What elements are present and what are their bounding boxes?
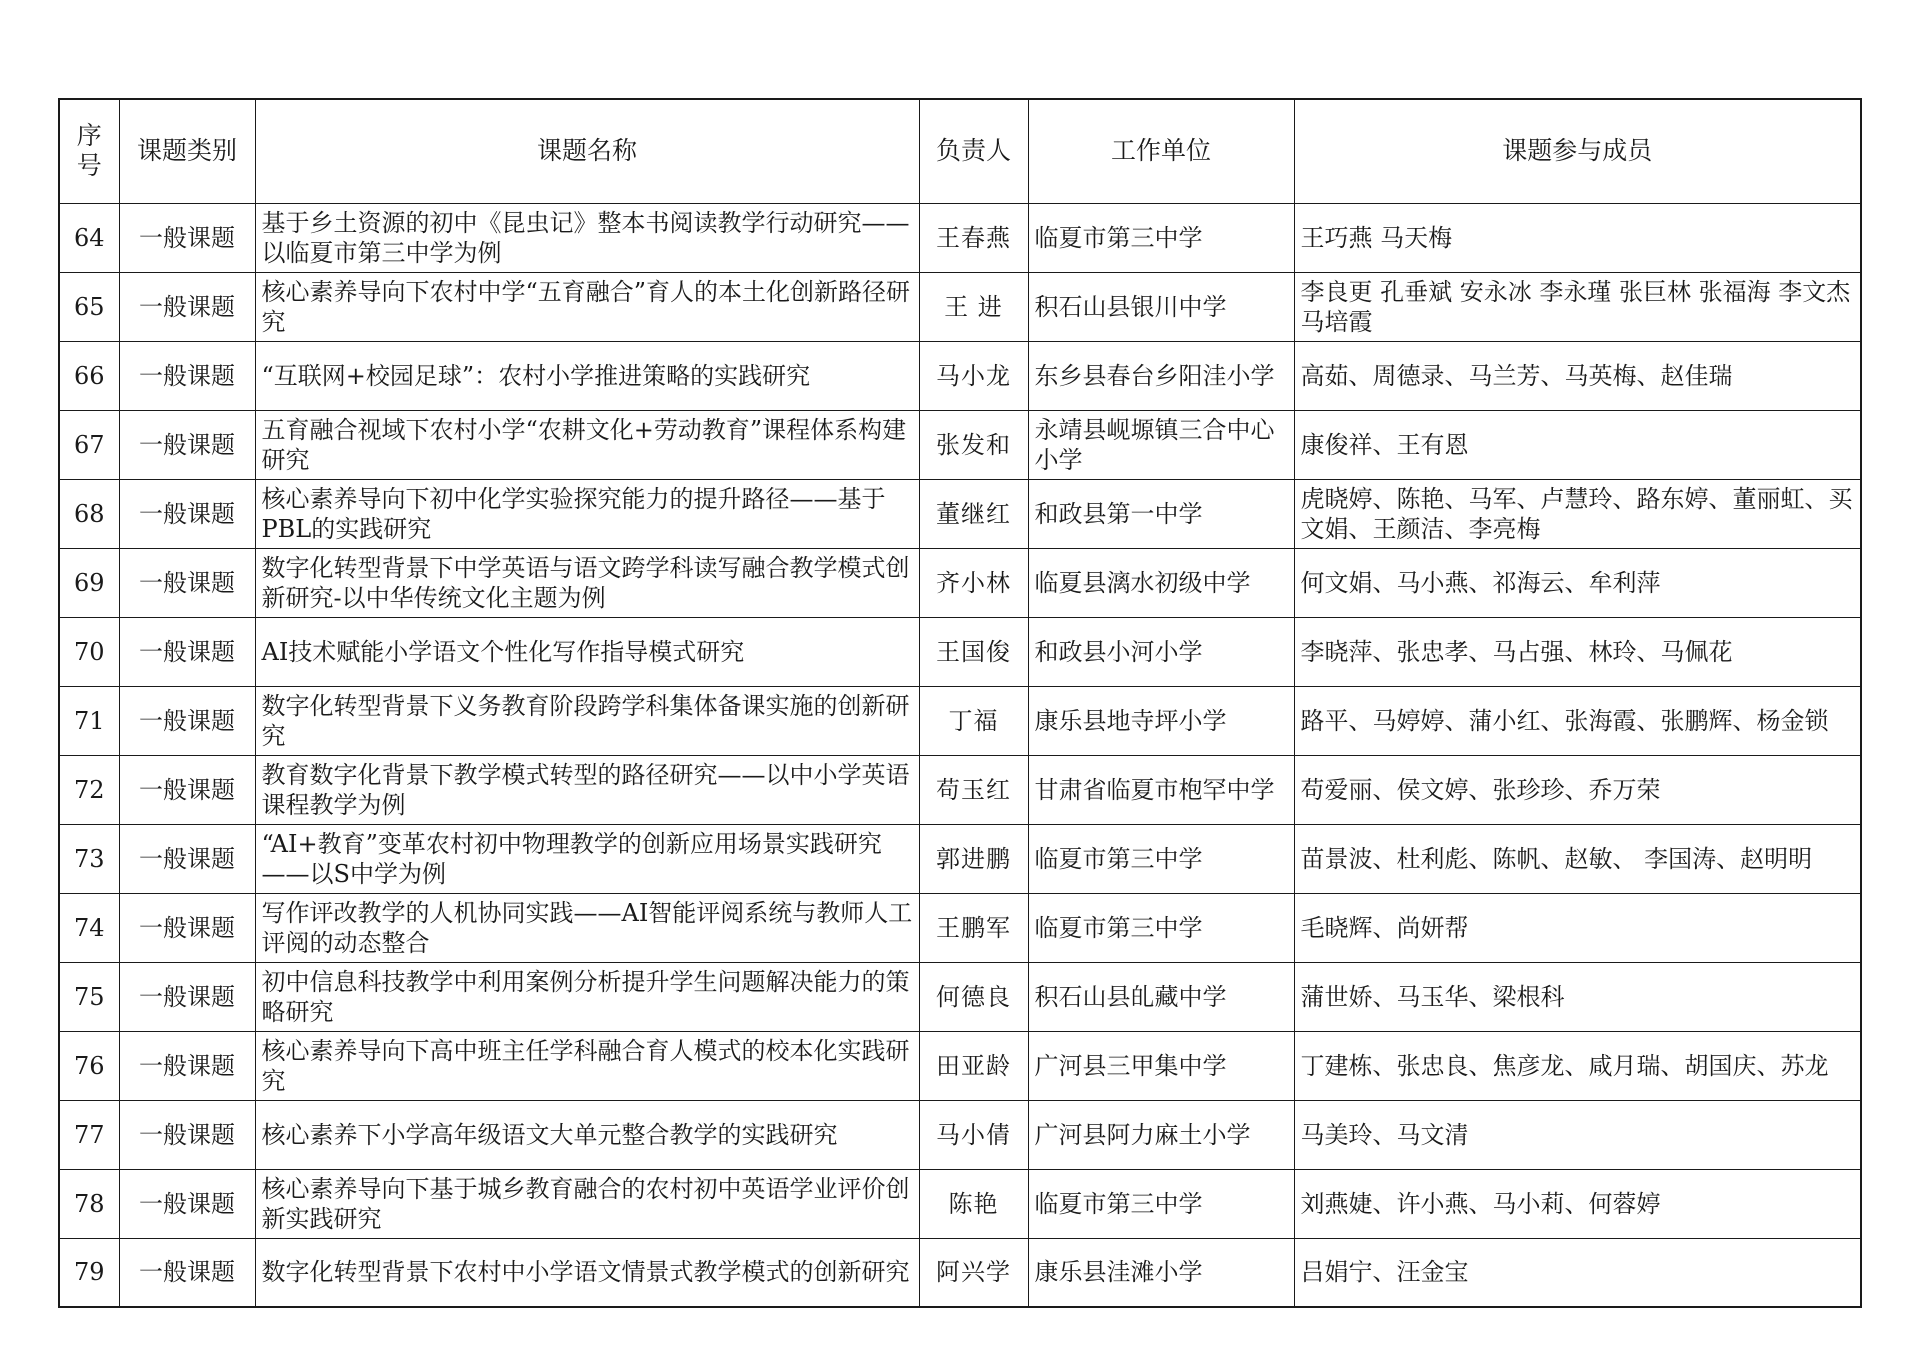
cell-members: 苟爱丽、侯文婷、张珍珍、乔万荣 bbox=[1294, 755, 1861, 824]
cell-title: 基于乡土资源的初中《昆虫记》整本书阅读教学行动研究——以临夏市第三中学为例 bbox=[255, 203, 919, 272]
table-row bbox=[59, 410, 1861, 479]
cell-leader: 阿兴学 bbox=[919, 1238, 1028, 1307]
cell-category: 一般课题 bbox=[119, 686, 255, 755]
cell-seq: 73 bbox=[59, 824, 119, 893]
cell-category: 一般课题 bbox=[119, 824, 255, 893]
table-row bbox=[59, 893, 1861, 962]
cell-unit: 积石山县银川中学 bbox=[1028, 272, 1294, 341]
cell-category: 一般课题 bbox=[119, 893, 255, 962]
cell-members: 路平、马婷婷、蒲小红、张海霞、张鹏辉、杨金锁 bbox=[1294, 686, 1861, 755]
cell-category: 一般课题 bbox=[119, 410, 255, 479]
cell-unit: 康乐县洼滩小学 bbox=[1028, 1238, 1294, 1307]
cell-title: 核心素养导向下初中化学实验探究能力的提升路径——基于PBL的实践研究 bbox=[255, 479, 919, 548]
cell-category: 一般课题 bbox=[119, 617, 255, 686]
table-row bbox=[59, 1169, 1861, 1238]
table-row bbox=[59, 341, 1861, 410]
table-row bbox=[59, 1100, 1861, 1169]
cell-members: 苗景波、杜利彪、陈帆、赵敏、 李国涛、赵明明 bbox=[1294, 824, 1861, 893]
cell-title: 核心素养导向下农村中学“五育融合”育人的本土化创新路径研究 bbox=[255, 272, 919, 341]
cell-unit: 临夏市第三中学 bbox=[1028, 824, 1294, 893]
header-seq-line2: 号 bbox=[76, 151, 102, 181]
cell-seq: 76 bbox=[59, 1031, 119, 1100]
cell-category: 一般课题 bbox=[119, 272, 255, 341]
cell-leader: 何德良 bbox=[919, 962, 1028, 1031]
cell-category: 一般课题 bbox=[119, 341, 255, 410]
cell-category: 一般课题 bbox=[119, 1100, 255, 1169]
cell-leader: 田亚龄 bbox=[919, 1031, 1028, 1100]
header-title: 课题名称 bbox=[255, 99, 919, 203]
header-unit: 工作单位 bbox=[1028, 99, 1294, 203]
table-row bbox=[59, 686, 1861, 755]
table-row bbox=[59, 617, 1861, 686]
cell-seq: 65 bbox=[59, 272, 119, 341]
cell-leader: 马小龙 bbox=[919, 341, 1028, 410]
cell-title: “互联网+校园足球”：农村小学推进策略的实践研究 bbox=[255, 341, 919, 410]
cell-category: 一般课题 bbox=[119, 203, 255, 272]
cell-seq: 67 bbox=[59, 410, 119, 479]
cell-unit: 和政县第一中学 bbox=[1028, 479, 1294, 548]
cell-leader: 马小倩 bbox=[919, 1100, 1028, 1169]
header-leader: 负责人 bbox=[919, 99, 1028, 203]
cell-members: 李晓萍、张忠孝、马占强、林玲、马佩花 bbox=[1294, 617, 1861, 686]
cell-title: 数字化转型背景下中学英语与语文跨学科读写融合教学模式创新研究-以中华传统文化主题为例 bbox=[255, 548, 919, 617]
table-row bbox=[59, 1031, 1861, 1100]
cell-title: 写作评改教学的人机协同实践——AI智能评阅系统与教师人工评阅的动态整合 bbox=[255, 893, 919, 962]
cell-seq: 66 bbox=[59, 341, 119, 410]
cell-leader: 苟玉红 bbox=[919, 755, 1028, 824]
cell-title: “AI+教育”变革农村初中物理教学的创新应用场景实践研究——以S中学为例 bbox=[255, 824, 919, 893]
table-body bbox=[59, 203, 1861, 1307]
cell-unit: 临夏县漓水初级中学 bbox=[1028, 548, 1294, 617]
table-header-row bbox=[59, 99, 1861, 203]
cell-seq: 75 bbox=[59, 962, 119, 1031]
cell-leader: 齐小林 bbox=[919, 548, 1028, 617]
cell-members: 吕娟宁、汪金宝 bbox=[1294, 1238, 1861, 1307]
table-row bbox=[59, 272, 1861, 341]
cell-leader: 王国俊 bbox=[919, 617, 1028, 686]
cell-category: 一般课题 bbox=[119, 548, 255, 617]
cell-seq: 74 bbox=[59, 893, 119, 962]
cell-title: 核心素养下小学高年级语文大单元整合教学的实践研究 bbox=[255, 1100, 919, 1169]
cell-members: 丁建栋、张忠良、焦彦龙、咸月瑞、胡国庆、苏龙 bbox=[1294, 1031, 1861, 1100]
cell-members: 王巧燕 马天梅 bbox=[1294, 203, 1861, 272]
cell-unit: 和政县小河小学 bbox=[1028, 617, 1294, 686]
cell-unit: 康乐县地寺坪小学 bbox=[1028, 686, 1294, 755]
cell-unit: 临夏市第三中学 bbox=[1028, 203, 1294, 272]
table-row bbox=[59, 962, 1861, 1031]
cell-seq: 78 bbox=[59, 1169, 119, 1238]
cell-category: 一般课题 bbox=[119, 755, 255, 824]
cell-title: 数字化转型背景下义务教育阶段跨学科集体备课实施的创新研究 bbox=[255, 686, 919, 755]
cell-unit: 积石山县癿藏中学 bbox=[1028, 962, 1294, 1031]
cell-category: 一般课题 bbox=[119, 1169, 255, 1238]
cell-category: 一般课题 bbox=[119, 1031, 255, 1100]
cell-seq: 68 bbox=[59, 479, 119, 548]
cell-category: 一般课题 bbox=[119, 479, 255, 548]
cell-members: 虎晓婷、陈艳、马军、卢慧玲、路东婷、董丽虹、买文娟、王颜洁、李亮梅 bbox=[1294, 479, 1861, 548]
cell-members: 康俊祥、王有恩 bbox=[1294, 410, 1861, 479]
cell-leader: 王春燕 bbox=[919, 203, 1028, 272]
header-category: 课题类别 bbox=[119, 99, 255, 203]
cell-leader: 郭进鹏 bbox=[919, 824, 1028, 893]
cell-leader: 张发和 bbox=[919, 410, 1028, 479]
cell-title: 初中信息科技教学中利用案例分析提升学生问题解决能力的策略研究 bbox=[255, 962, 919, 1031]
cell-title: 教育数字化背景下教学模式转型的路径研究——以中小学英语课程教学为例 bbox=[255, 755, 919, 824]
table-row bbox=[59, 203, 1861, 272]
cell-members: 高茹、周德录、马兰芳、马英梅、赵佳瑞 bbox=[1294, 341, 1861, 410]
projects-table bbox=[58, 98, 1862, 1308]
cell-seq: 71 bbox=[59, 686, 119, 755]
cell-unit: 临夏市第三中学 bbox=[1028, 893, 1294, 962]
cell-unit: 东乡县春台乡阳洼小学 bbox=[1028, 341, 1294, 410]
cell-seq: 64 bbox=[59, 203, 119, 272]
cell-leader: 王鹏军 bbox=[919, 893, 1028, 962]
cell-members: 何文娟、马小燕、祁海云、牟利萍 bbox=[1294, 548, 1861, 617]
cell-title: 五育融合视域下农村小学“农耕文化+劳动教育”课程体系构建研究 bbox=[255, 410, 919, 479]
cell-seq: 70 bbox=[59, 617, 119, 686]
cell-title: 核心素养导向下高中班主任学科融合育人模式的校本化实践研究 bbox=[255, 1031, 919, 1100]
header-seq bbox=[59, 99, 119, 203]
cell-members: 蒲世娇、马玉华、梁根科 bbox=[1294, 962, 1861, 1031]
cell-seq: 72 bbox=[59, 755, 119, 824]
cell-unit: 临夏市第三中学 bbox=[1028, 1169, 1294, 1238]
cell-members: 刘燕婕、许小燕、马小莉、何蓉婷 bbox=[1294, 1169, 1861, 1238]
cell-leader: 丁福 bbox=[919, 686, 1028, 755]
cell-category: 一般课题 bbox=[119, 1238, 255, 1307]
cell-seq: 69 bbox=[59, 548, 119, 617]
cell-members: 李良更 孔垂斌 安永冰 李永瑾 张巨林 张福海 李文杰 马培霞 bbox=[1294, 272, 1861, 341]
table-row bbox=[59, 755, 1861, 824]
cell-title: AI技术赋能小学语文个性化写作指导模式研究 bbox=[255, 617, 919, 686]
table-row bbox=[59, 548, 1861, 617]
header-members: 课题参与成员 bbox=[1294, 99, 1861, 203]
cell-title: 数字化转型背景下农村中小学语文情景式教学模式的创新研究 bbox=[255, 1238, 919, 1307]
cell-seq: 77 bbox=[59, 1100, 119, 1169]
cell-category: 一般课题 bbox=[119, 962, 255, 1031]
cell-title: 核心素养导向下基于城乡教育融合的农村初中英语学业评价创新实践研究 bbox=[255, 1169, 919, 1238]
cell-members: 马美玲、马文清 bbox=[1294, 1100, 1861, 1169]
cell-leader: 王 进 bbox=[919, 272, 1028, 341]
cell-unit: 永靖县岘塬镇三合中心小学 bbox=[1028, 410, 1294, 479]
table-row bbox=[59, 1238, 1861, 1307]
cell-leader: 董继红 bbox=[919, 479, 1028, 548]
cell-leader: 陈艳 bbox=[919, 1169, 1028, 1238]
header-seq-line1: 序 bbox=[76, 121, 102, 151]
table-row bbox=[59, 479, 1861, 548]
table-row bbox=[59, 824, 1861, 893]
cell-unit: 广河县三甲集中学 bbox=[1028, 1031, 1294, 1100]
cell-members: 毛晓辉、尚妍帮 bbox=[1294, 893, 1861, 962]
cell-unit: 广河县阿力麻土小学 bbox=[1028, 1100, 1294, 1169]
cell-unit: 甘肃省临夏市枹罕中学 bbox=[1028, 755, 1294, 824]
cell-seq: 79 bbox=[59, 1238, 119, 1307]
